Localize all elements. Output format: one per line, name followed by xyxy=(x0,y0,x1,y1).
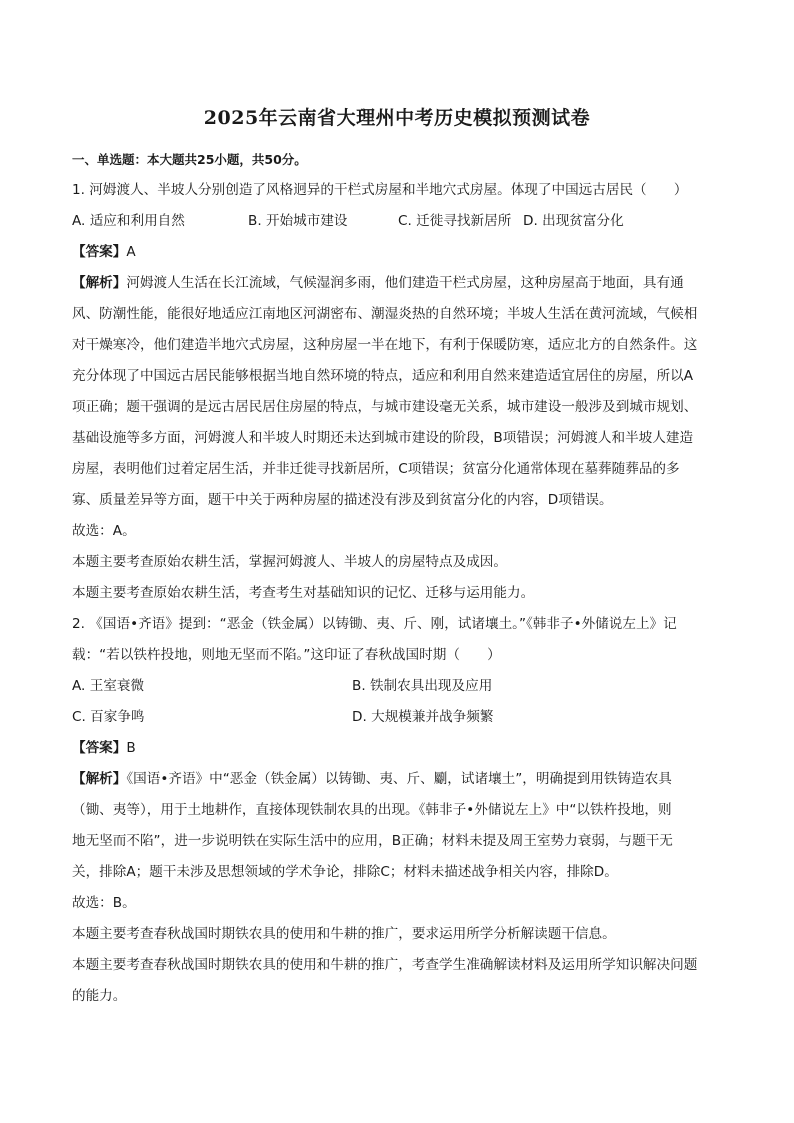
question-2-stem: 2. 《国语•齐语》提到：“恶金（铁金属）以铸锄、夷、斤、刚，试诸壤土。”《韩非子•外储说左上》记 xyxy=(72,616,677,632)
question-2-note: 的能力。 xyxy=(72,988,127,1004)
question-1-analysis-line xyxy=(72,268,722,299)
analysis-tag: 【解析】 xyxy=(72,275,127,291)
question-1-analysis-line: 寡、质量差异等方面，题干中关于两种房屋的描述没有涉及到贫富分化的内容，D项错误。 xyxy=(72,492,613,508)
question-1-option-a: A. 适应和利用自然 xyxy=(72,213,185,229)
question-1-stem: 1. 河姆渡人、半坡人分别创造了风格迥异的干栏式房屋和半地穴式房屋。体现了中国远古居民（ ） xyxy=(72,182,688,198)
question-1-analysis-line: 基础设施等多方面，河姆渡人和半坡人时期还未达到城市建设的阶段，B项错误；河姆渡人和半坡人建造 xyxy=(72,430,694,446)
question-2-option-c: C. 百家争鸣 xyxy=(72,709,145,725)
question-2-option-a: A. 王室衰微 xyxy=(72,678,145,694)
question-1-note: 本题主要考查原始农耕生活，考查考生对基础知识的记忆、迁移与运用能力。 xyxy=(72,585,535,601)
question-1-option-d: D. 出现贫富分化 xyxy=(523,213,624,229)
question-2-analysis-line: 地无坚而不陷”，进一步说明铁在实际生活中的应用，B正确；材料未提及周王室势力衰弱，与题干无 xyxy=(72,833,673,849)
question-2-options-row xyxy=(72,702,722,733)
answer-value: B xyxy=(126,740,136,756)
question-1-analysis-line: 充分体现了中国远古居民能够根据当地自然环境的特点，适应和利用自然来建造适宜居住的房屋，所以A xyxy=(72,368,694,384)
document-body xyxy=(72,144,722,1012)
question-2-answer xyxy=(72,733,722,764)
question-1-choose: 故选：A。 xyxy=(72,523,136,539)
analysis-text: 《国语•齐语》中“恶金（铁金属）以铸锄、夷、斤、劚，试诸壤土”，明确提到用铁铸造农具 xyxy=(126,771,672,787)
question-2-analysis-line xyxy=(72,764,722,795)
answer-tag: 【答案】 xyxy=(72,244,127,260)
question-2-analysis-line: 关，排除A；题干未涉及思想领域的学术争论，排除C；材料未描述战争相关内容，排除D。 xyxy=(72,864,618,880)
question-1-analysis-line: 项正确；题干强调的是远古居民居住房屋的特点，与城市建设毫无关系，城市建设一般涉及到城市规划、 xyxy=(72,399,698,415)
question-1-options xyxy=(72,206,722,237)
answer-tag: 【答案】 xyxy=(72,740,127,756)
question-1-analysis-line: 风、防潮性能，能很好地适应江南地区河湖密布、潮湿炎热的自然环境；半坡人生活在黄河流域，气候相 xyxy=(72,306,698,322)
question-2-options-row xyxy=(72,671,722,702)
question-2-stem: 载：“若以铁杵投地，则地无坚而不陷。”这印证了春秋战国时期（ ） xyxy=(72,647,501,663)
analysis-tag: 【解析】 xyxy=(72,771,127,787)
question-1-option-c: C. 迁徙寻找新居所 xyxy=(398,213,512,229)
analysis-text: 河姆渡人生活在长江流域，气候湿润多雨，他们建造干栏式房屋，这种房屋高于地面，具有通 xyxy=(126,275,684,291)
question-1-analysis-line: 对干燥寒冷，他们建造半地穴式房屋，这种房屋一半在地下，有利于保暖防寒，适应北方的自然条件。这 xyxy=(72,337,698,353)
question-2-note: 本题主要考查春秋战国时期铁农具的使用和牛耕的推广，考查学生准确解读材料及运用所学知识解决问题 xyxy=(72,957,698,973)
question-1-option-b: B. 开始城市建设 xyxy=(248,213,348,229)
question-1-analysis-line: 房屋，表明他们过着定居生活，并非迁徙寻找新居所，C项错误；贫富分化通常体现在墓葬随葬品的多 xyxy=(72,461,680,477)
section-heading: 一、单选题：本大题共25小题，共50分。 xyxy=(72,152,307,167)
page-title: 2025年云南省大理州中考历史模拟预测试卷 xyxy=(203,107,591,129)
question-2-option-d: D. 大规模兼并战争频繁 xyxy=(352,709,494,725)
question-2-analysis-line: （锄、夷等），用于土地耕作，直接体现铁制农具的出现。《韩非子•外储说左上》中“以铁杵投地，则 xyxy=(72,802,672,818)
question-2-note: 本题主要考查春秋战国时期铁农具的使用和牛耕的推广，要求运用所学分析解读题干信息。 xyxy=(72,926,616,942)
question-1-note: 本题主要考查原始农耕生活，掌握河姆渡人、半坡人的房屋特点及成因。 xyxy=(72,554,507,570)
question-2-choose: 故选：B。 xyxy=(72,895,136,911)
question-1-answer xyxy=(72,237,722,268)
question-2-option-b: B. 铁制农具出现及应用 xyxy=(352,678,493,694)
answer-value: A xyxy=(126,244,136,260)
